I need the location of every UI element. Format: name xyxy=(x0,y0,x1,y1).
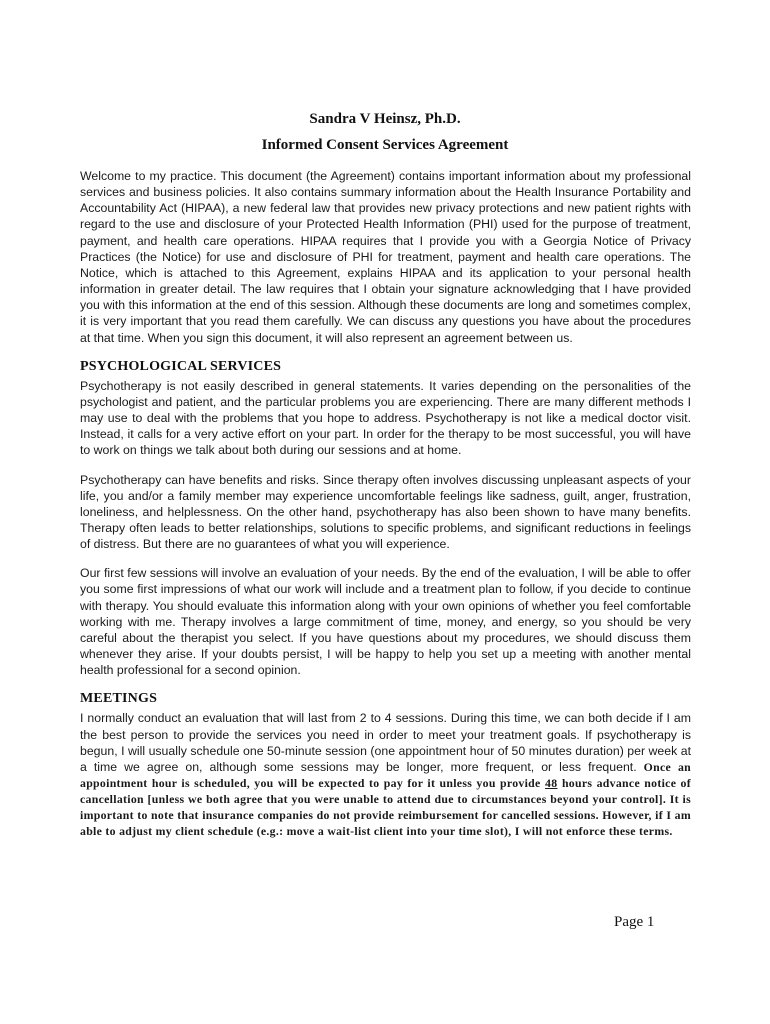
psych-paragraph-3: Our first few sessions will involve an evaluation of your needs. By the end of the evaluation, I will be able to offer you some first impressions of what our work will include and a treatment plan to follow, if you decide to continue with therapy. You should evaluate this information along with your own opinions of whether you feel comfortable working with me. Therapy involves a large commitment of time, money, and energy, so you should be very careful about the therapist you select. If you have questions about my procedures, we should discuss them whenever they arise. If your doubts persist, I will be happy to help you set up a meeting with another mental health professional for a second opinion. xyxy=(80,566,691,678)
section-heading-meetings: MEETINGS xyxy=(80,691,158,707)
section-heading-psychological-services: PSYCHOLOGICAL SERVICES xyxy=(80,358,282,374)
cancellation-policy-text-continued: hours advance notice of cancellation [unless we both agree that you were unable to attend due to circumstances beyond your control]. It is important to note that insurance companies do not provide reimbursement for cancelled sessions. However, if I am able to adjust my client schedule (e.g.: move a wait-list client into your time slot), I will not enforce these terms. xyxy=(80,776,691,839)
psych-paragraph-2: Psychotherapy can have benefits and risks. Since therapy often involves discussing unpleasant aspects of your life, you and/or a family member may experience uncomfortable feelings like sadness, guilt, anger, frustration, loneliness, and helplessness. On the other hand, psychotherapy has also been shown to have many benefits. Therapy often leads to better relationships, solutions to specific problems, and significant reductions in feelings of distress. But there are no guarantees of what you will experience. xyxy=(80,472,691,552)
cancellation-policy-text: Once an appointment hour is scheduled, you will be expected to pay for it unless you provide xyxy=(80,759,692,790)
intro-paragraph: Welcome to my practice. This document (the Agreement) contains important information about my professional services and business policies. It also contains summary information about the Health Insurance Portability and Accountability Act (HIPAA), a new federal law that provides new privacy protections and new patient rights with regard to the use and disclosure of your Protected Health Information (PHI) used for the purpose of treatment, payment, and health care operations. HIPAA requires that I provide you with a Georgia Notice of Privacy Practices (the Notice) for use and disclosure of PHI for treatment, payment and health care operations. The Notice, which is attached to this Agreement, explains HIPAA and its application to your personal health information in greater detail. The law requires that I obtain your signature acknowledging that I have provided you with this information at the end of this session. Although these documents are long and sometimes complex, it is very important that you read them carefully. We can discuss any questions you have about the procedures at that time. When you sign this document, it will also represent an agreement between us. xyxy=(80,169,691,345)
document-title: Informed Consent Services Agreement xyxy=(261,137,509,153)
psych-paragraph-1: Psychotherapy is not easily described in general statements. It varies depending on the personalities of the psychologist and patient, and the particular problems you are experiencing. There are many different methods I may use to deal with the problems that you hope to address. Psychotherapy is not like a medical doctor visit. Instead, it calls for a very active effort on your part. In order for the therapy to be most successful, you will have to work on things we talk about both during our sessions and at home. xyxy=(80,378,691,458)
document-body xyxy=(80,168,691,853)
page-number: Page 1 xyxy=(614,914,655,930)
author-name: Sandra V Heinsz, Ph.D. xyxy=(309,111,461,127)
notice-hours-number: 48 xyxy=(545,776,558,790)
meetings-text: I normally conduct an evaluation that will last from 2 to 4 sessions. During this time, we can both decide if I am the best person to provide the services you need in order to meet your treatment goals. If psychotherapy is begun, I will usually schedule one 50-minute session (one appointment hour of 50 minutes duration) per week at a time we agree on, although some sessions may be longer, more frequent, or less frequent. xyxy=(80,711,691,774)
meetings-paragraph xyxy=(80,710,691,839)
